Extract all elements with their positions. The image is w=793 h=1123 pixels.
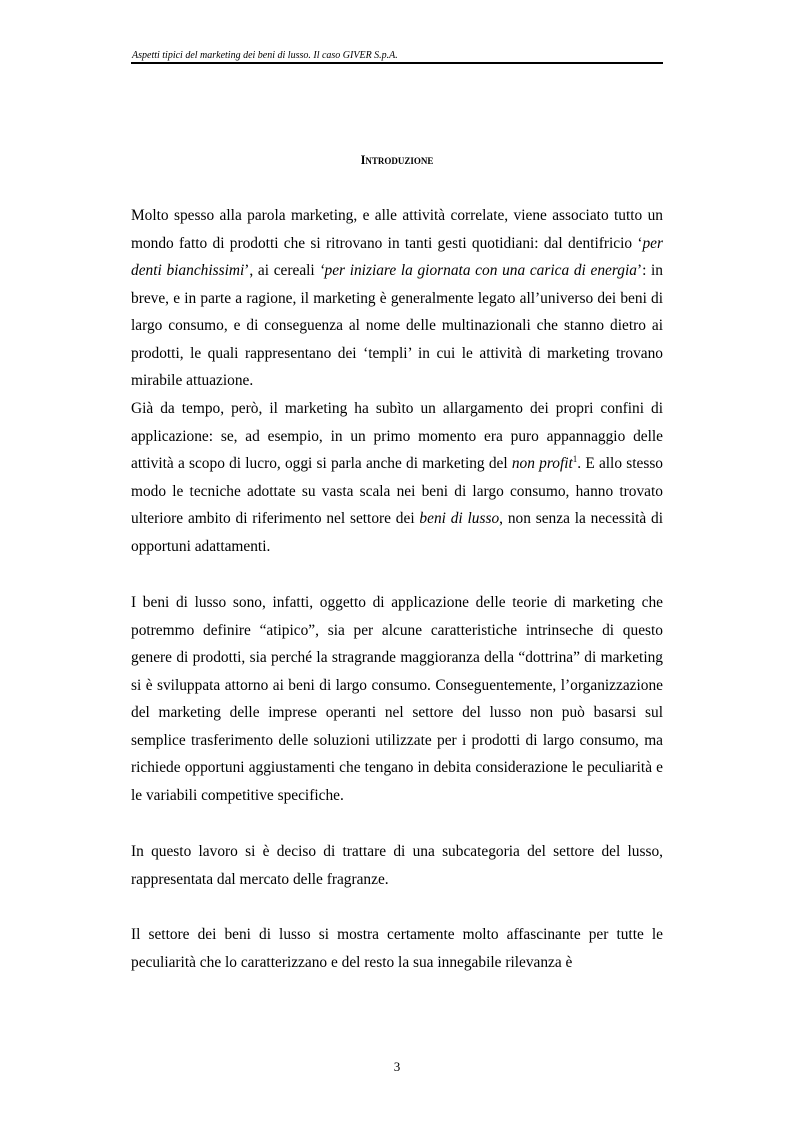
paragraph-2-text: Già da tempo, però, il marketing ha subìto un allargamento dei propri confini di applicazione: se, ad esempio, in un primo momento era puro appannaggio delle attività a scopo di lucro, oggi si parla anche di marketing del <box>131 400 663 472</box>
paragraph-3: I beni di lusso sono, infatti, oggetto di applicazione delle teorie di marketing che potremmo definire “atipico”, sia per alcune caratteristiche intrinseche di questo genere di prodotti, sia perché la stragrande maggioranza della “dottrina” di marketing si è sviluppata attorno ai beni di largo consumo. Conseguentemente, l’organizzazione del marketing delle imprese operanti nel settore del lusso non può basarsi sul semplice trasferimento delle soluzioni utilizzate per i prodotti di largo consumo, ma richiede opportuni aggiustamenti che tengano in debita considerazione le peculiarità e le variabili competitive specifiche. <box>131 594 663 804</box>
paragraph-2-text: . E allo stesso modo le tecniche adottate su vasta scala nei beni di largo consumo, hanno trovato ulteriore ambito di riferimento nel settore dei <box>131 455 663 527</box>
paragraph-1-text: ’: in breve, e in parte a ragione, il marketing è generalmente legato all’universo dei beni di largo consumo, e di conseguenza al nome delle multinazionali che stanno dietro ai prodotti, le quali rappresentano dei ‘templi’ in cui le attività di marketing trovano mirabile attuazione. <box>131 262 663 389</box>
header-rule <box>131 62 663 64</box>
paragraph-4: In questo lavoro si è deciso di trattare di una subcategoria del settore del lusso, rappresentata dal mercato delle fragranze. <box>131 843 663 888</box>
paragraph-1-text: Molto spesso alla parola marketing, e alle attività correlate, viene associato tutto un mondo fatto di prodotti che si ritrovano in tanti gesti quotidiani: dal dentifricio ‘ <box>131 207 663 252</box>
page-number: 3 <box>393 1059 401 1074</box>
paragraph-1-italic-1: per denti bianchissimi <box>131 234 663 279</box>
paragraph-1-text: ’, ai cereali <box>244 262 320 279</box>
paragraph-2-text: , non senza la necessità di opportuni adattamenti. <box>131 510 663 555</box>
footnote-ref: 1 <box>572 454 578 464</box>
page-title: Introduzione <box>360 153 434 167</box>
paragraph-5: Il settore dei beni di lusso si mostra certamente molto affascinante per tutte le peculiarità che lo caratterizzano e del resto la sua innegabile rilevanza è <box>131 926 663 971</box>
paragraph-2 <box>131 395 663 560</box>
paragraph-2-italic-2: beni di lusso <box>419 510 500 527</box>
paragraph-1-italic-2: ‘per iniziare la giornata con una carica di energia <box>319 262 637 279</box>
paragraph-2-italic-1: non profit <box>511 455 573 472</box>
paragraph-1 <box>131 202 663 395</box>
running-header: Aspetti tipici del marketing dei beni di lusso. Il caso GIVER S.p.A. <box>132 50 398 61</box>
